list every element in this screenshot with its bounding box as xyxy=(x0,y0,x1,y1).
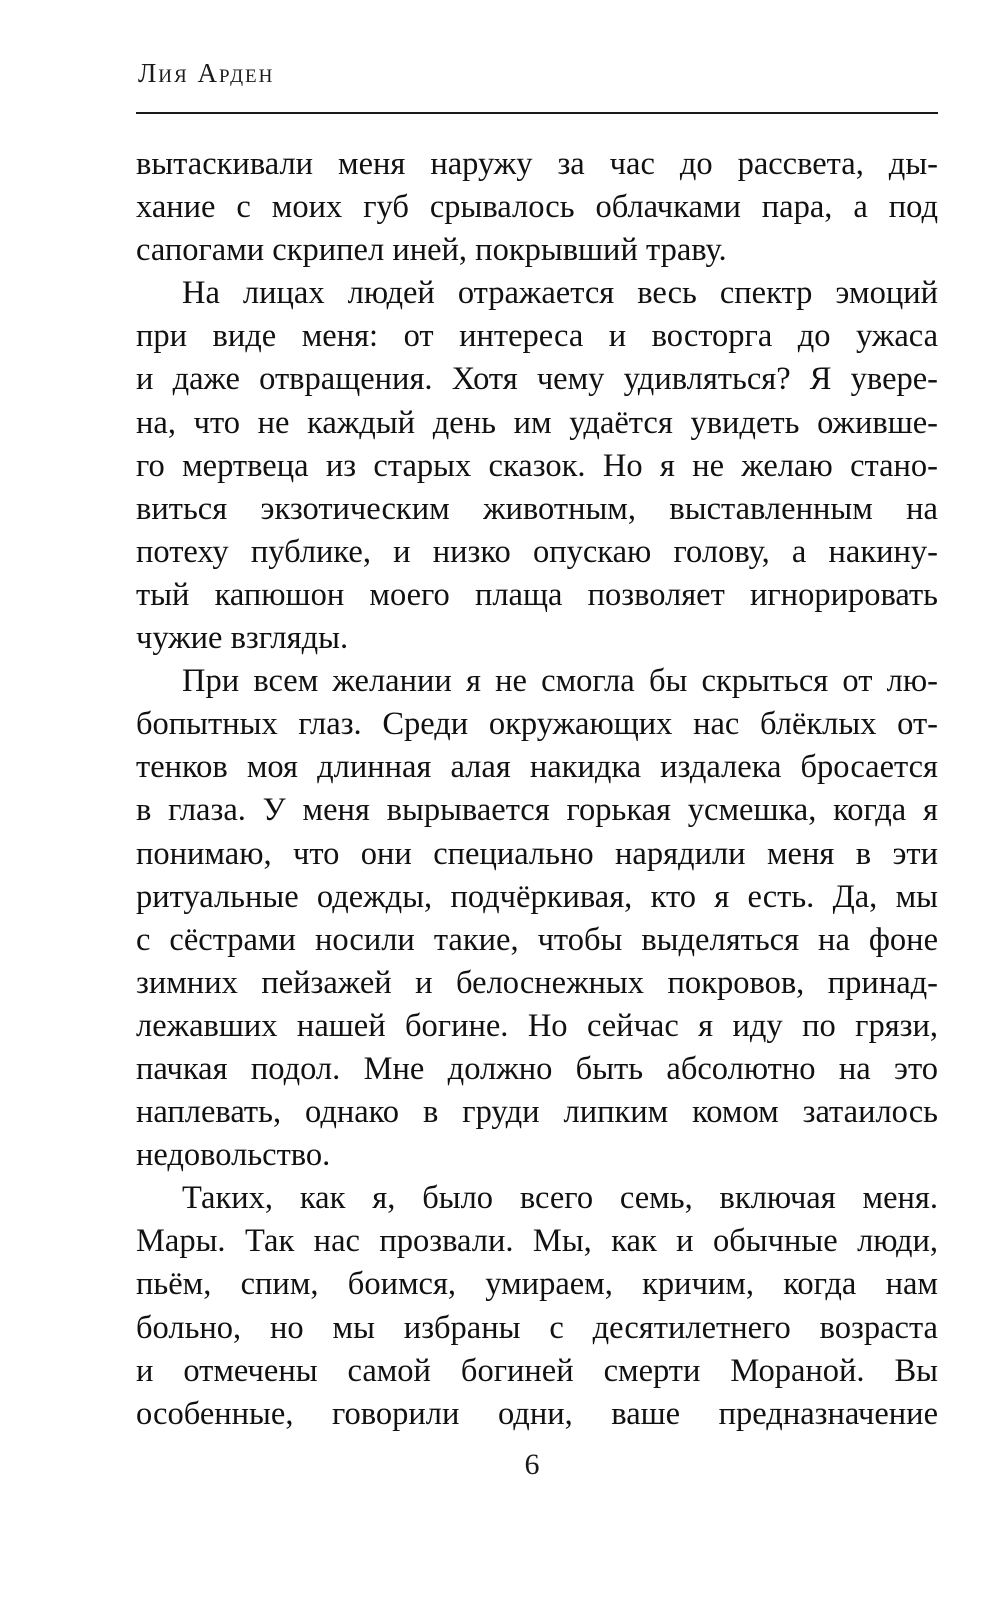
text-line: чужие взгляды. xyxy=(136,620,349,657)
text-line: и даже отвращения. Хотя чему удивляться? Я увере- xyxy=(136,361,938,398)
text-line: ритуальные одежды, подчёркивая, кто я есть. Да, мы xyxy=(136,878,938,915)
text-line: бопытных глаз. Среди окружающих нас блёклых от- xyxy=(136,706,938,743)
text-line: тенков моя длинная алая накидка издалека бросается xyxy=(136,749,938,786)
text-line: пьём, спим, боимся, умираем, кричим, когда нам xyxy=(136,1266,938,1303)
text-line: в глаза. У меня вырывается горькая усмешка, когда я xyxy=(136,792,938,829)
body-text xyxy=(136,143,938,1436)
text-line: зимних пейзажей и белоснежных покровов, принад- xyxy=(136,964,938,1001)
text-line: хание с моих губ срывалось облачками пара, а под xyxy=(136,189,938,226)
text-line: с сёстрами носили такие, чтобы выделяться на фоне xyxy=(136,921,938,958)
page-number: 6 xyxy=(524,1448,540,1481)
text-line: понимаю, что они специально нарядили меня в эти xyxy=(136,835,938,872)
running-head-author: Лия Арден xyxy=(138,58,275,88)
text-line: го мертвеца из старых сказок. Но я не желаю стано- xyxy=(136,447,938,484)
text-line: На лицах людей отражается весь спектр эмоций xyxy=(182,275,938,312)
text-line: сапогами скрипел иней, покрывший траву. xyxy=(136,232,727,269)
text-line: вытаскивали меня наружу за час до рассвета, ды- xyxy=(136,146,938,182)
text-line: пачкая подол. Мне должно быть абсолютно на это xyxy=(136,1050,938,1087)
text-line: лежавших нашей богине. Но сейчас я иду по грязи, xyxy=(136,1007,938,1044)
header-rule xyxy=(136,112,938,114)
text-line: и отмечены самой богиней смерти Мораной. Вы xyxy=(136,1352,938,1389)
text-line: недовольство. xyxy=(136,1137,331,1174)
text-line: при виде меня: от интереса и восторга до ужаса xyxy=(136,318,938,355)
text-line: Таких, как я, было всего семь, включая меня. xyxy=(182,1180,938,1217)
text-line: потеху публике, и низко опускаю голову, а накину- xyxy=(136,533,938,570)
text-line: виться экзотическим животным, выставленным на xyxy=(136,490,938,527)
text-line: наплевать, однако в груди липким комом затаилось xyxy=(136,1094,938,1131)
text-line: Мары. Так нас прозвали. Мы, как и обычные люди, xyxy=(136,1223,938,1260)
text-line: на, что не каждый день им удаётся увидеть оживше- xyxy=(136,404,938,441)
text-line: тый капюшон моего плаща позволяет игнорировать xyxy=(136,576,938,613)
text-line: больно, но мы избраны с десятилетнего возраста xyxy=(136,1309,938,1346)
text-line: особенные, говорили одни, ваше предназначение xyxy=(136,1395,938,1432)
text-line: При всем желании я не смогла бы скрыться от лю- xyxy=(182,663,938,700)
